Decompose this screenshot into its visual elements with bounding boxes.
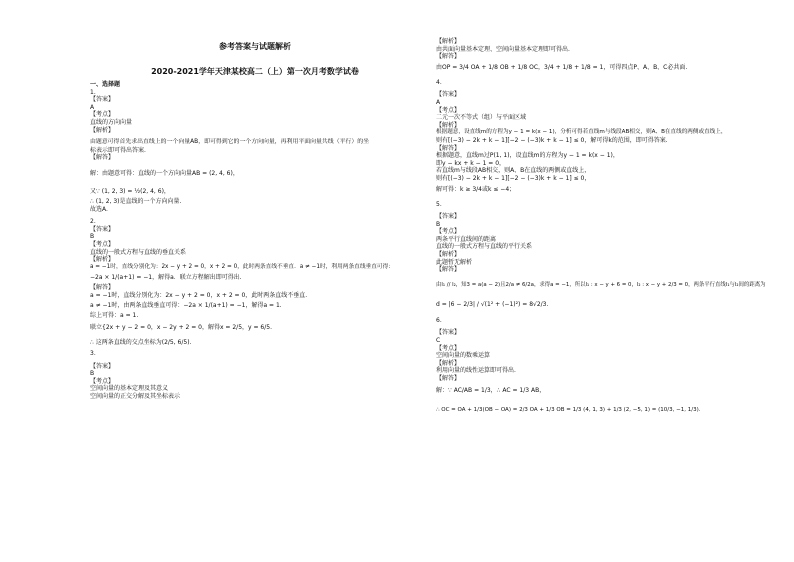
jiexi-text: 利用向量的线性运算即可得出. bbox=[436, 367, 516, 375]
question-number: 3. bbox=[90, 350, 96, 358]
answer-label: 【答案】 bbox=[436, 91, 461, 99]
section-heading: 一、选择题 bbox=[90, 81, 121, 88]
solution-line: d = |6 − 2/3| / √(1² + (−1)²) = 8√2/3. bbox=[436, 300, 549, 308]
kaodian-label: 【考点】 bbox=[436, 344, 461, 352]
kaodian-label: 【考点】 bbox=[90, 377, 115, 385]
kaodian-text: 空间向量的正交分解及其坐标表示 bbox=[90, 393, 181, 401]
solution-line: 故选A. bbox=[90, 205, 108, 213]
solution-line: ∴ 这两条直线的交点坐标为(2/5, 6/5). bbox=[90, 339, 192, 347]
jieda-label: 【解答】 bbox=[436, 375, 461, 382]
kaodian-label: 【考点】 bbox=[436, 106, 461, 114]
jiexi-label: 【解析】 bbox=[90, 126, 115, 134]
solution-line: 综上可得：a = 1. bbox=[90, 312, 139, 320]
question-number: 6. bbox=[436, 316, 442, 324]
jiexi-label: 【解析】 bbox=[436, 121, 461, 129]
jiexi-text: 此题暂无解析 bbox=[436, 258, 473, 266]
kaodian-text: 直线的方向向量 bbox=[90, 118, 133, 126]
solution-line: 根据题意，直线m过P(1, 1)，设直线m的方程为y − 1 = k(x − 1)， bbox=[436, 152, 619, 160]
question-number: 4. bbox=[436, 78, 442, 86]
solution-line: 解可得：k ≥ 3/4或k ≤ −4； bbox=[436, 185, 516, 193]
answer-value: A bbox=[90, 103, 95, 111]
kaodian-text: 二元一次不等式（组）与平面区域 bbox=[436, 114, 527, 122]
question-number: 2. bbox=[90, 218, 96, 226]
answer-value: B bbox=[90, 233, 95, 241]
solution-line: 若直线m与线段AB相交，则A、B在直线的两侧或直线上， bbox=[436, 167, 591, 175]
jieda-label: 【解答】 bbox=[436, 266, 461, 274]
exam-title: 2020-2021学年天津某校高二（上）第一次月考数学试卷 bbox=[151, 67, 359, 76]
answer-label: 【答案】 bbox=[436, 213, 461, 221]
answer-label: 【答案】 bbox=[90, 225, 115, 233]
kaodian-text: 空间向量的基本定理及其意义 bbox=[90, 385, 169, 393]
jiexi-text: −2a × 1/(a+1) = −1，解得a．联立方程解出即可得出. bbox=[90, 274, 242, 282]
solution-line: 解：由题意可得：直线的一个方向向量AB = (2, 4, 6)， bbox=[90, 169, 239, 177]
kaodian-text: 直线的一般式方程与直线的垂直关系 bbox=[90, 248, 187, 256]
solution-line: 则有[(−3) − 2k + k − 1][−2 − (−3)k + k − 1] ≤ 0， bbox=[436, 174, 591, 182]
solution-line: 即y − kx + k − 1 = 0， bbox=[436, 159, 506, 167]
solution-line: 又∵ (1, 2, 3) = ½(2, 4, 6)， bbox=[90, 187, 170, 195]
kaodian-text: 直线的一般式方程与直线的平行关系 bbox=[436, 243, 533, 251]
solution-line: 由l₁ // l₂，知3 = a(a − 2)且2/a ≠ 6/2a，求得a = −1，所以l₁ : x − y + 6 = 0，l₂ : x − y + 2/3 = 0，两条平行直线l₁与l₂间的距离为 bbox=[436, 281, 766, 288]
jiexi-text: 由题意可得首先求出直线上的一个向量AB，即可得到它的一个方向向量，再利用平面向量共线（平行）的坐 bbox=[90, 139, 370, 146]
kaodian-label: 【考点】 bbox=[90, 111, 115, 119]
jiexi-label: 【解析】 bbox=[436, 38, 461, 45]
question-number: 1. bbox=[90, 88, 96, 96]
jiexi-text: 标表示即可得出答案. bbox=[90, 146, 146, 154]
kaodian-label: 【考点】 bbox=[90, 240, 115, 248]
jieda-label: 【解答】 bbox=[90, 284, 115, 292]
solution-line: a = −1时，直线分别化为：2x − y + 2 = 0，x + 2 = 0，此时两条直线不垂直. bbox=[90, 291, 308, 299]
kaodian-text: 空间向量的数乘运算 bbox=[436, 352, 491, 360]
jieda-label: 【解答】 bbox=[436, 53, 461, 61]
answer-value: C bbox=[436, 337, 441, 345]
solution-line: ∴ OC = OA + 1/3(OB − OA) = 2/3 OA + 1/3 OB = 1/3 (4, 1, 3) + 1/3 (2, −5, 1) = (10/3, −1, 1/3). bbox=[436, 406, 701, 413]
answer-label: 【答案】 bbox=[90, 96, 115, 104]
right-column bbox=[436, 0, 766, 562]
kaodian-label: 【考点】 bbox=[436, 228, 461, 236]
kaodian-text: 两条平行直线间的距离 bbox=[436, 235, 497, 243]
doc-title: 参考答案与试题解析 bbox=[219, 42, 291, 51]
jiexi-label: 【解析】 bbox=[436, 359, 461, 367]
answer-label: 【答案】 bbox=[90, 362, 115, 370]
answer-label: 【答案】 bbox=[436, 329, 461, 337]
left-column bbox=[90, 0, 420, 562]
answer-value: B bbox=[436, 220, 441, 228]
solution-line: a ≠ −1时，由两条直线垂直可得：−2a × 1/(a+1) = −1，解得a = 1. bbox=[90, 302, 282, 310]
solution-line: 解：∵ AC/AB = 1/3，∴ AC = 1/3 AB， bbox=[436, 386, 546, 394]
jieda-label: 【解答】 bbox=[90, 154, 115, 162]
question-number: 5. bbox=[436, 200, 442, 208]
jiexi-text: a = −1时，直线分别化为：2x − y + 2 = 0，x + 2 = 0，此时两条直线不垂直．a ≠ −1时，利用两条直线垂直可得： bbox=[90, 263, 394, 270]
answer-value: B bbox=[90, 370, 95, 378]
solution-line: 联立{2x + y − 2 = 0，x − 2y + 2 = 0，解得x = 2/5，y = 6/5. bbox=[90, 324, 272, 332]
jiexi-text: 由共面向量基本定理、空间向量基本定理即可得出. bbox=[436, 45, 570, 53]
jiexi-label: 【解析】 bbox=[90, 256, 115, 264]
jiexi-text: 根据题意，设直线m的方程为y − 1 = k(x − 1)，分析可得若直线m与线段AB相交，则A、B在直线的两侧或直线上， bbox=[436, 129, 727, 136]
solution-line: ∴ (1, 2, 3)是直线的一个方向向量. bbox=[90, 197, 182, 205]
answer-value: A bbox=[436, 98, 441, 106]
solution-line: 由OP = 3/4 OA + 1/8 OB + 1/8 OC，3/4 + 1/8 + 1/8 = 1，可得四点P、A、B、C必共面. bbox=[436, 63, 688, 71]
jiexi-text: 则有[(−3) − 2k + k − 1][−2 − (−3)k + k − 1] ≤ 0，解可得k的范围，即可得答案. bbox=[436, 136, 668, 144]
jieda-label: 【解答】 bbox=[436, 144, 461, 152]
jiexi-label: 【解析】 bbox=[436, 251, 461, 259]
